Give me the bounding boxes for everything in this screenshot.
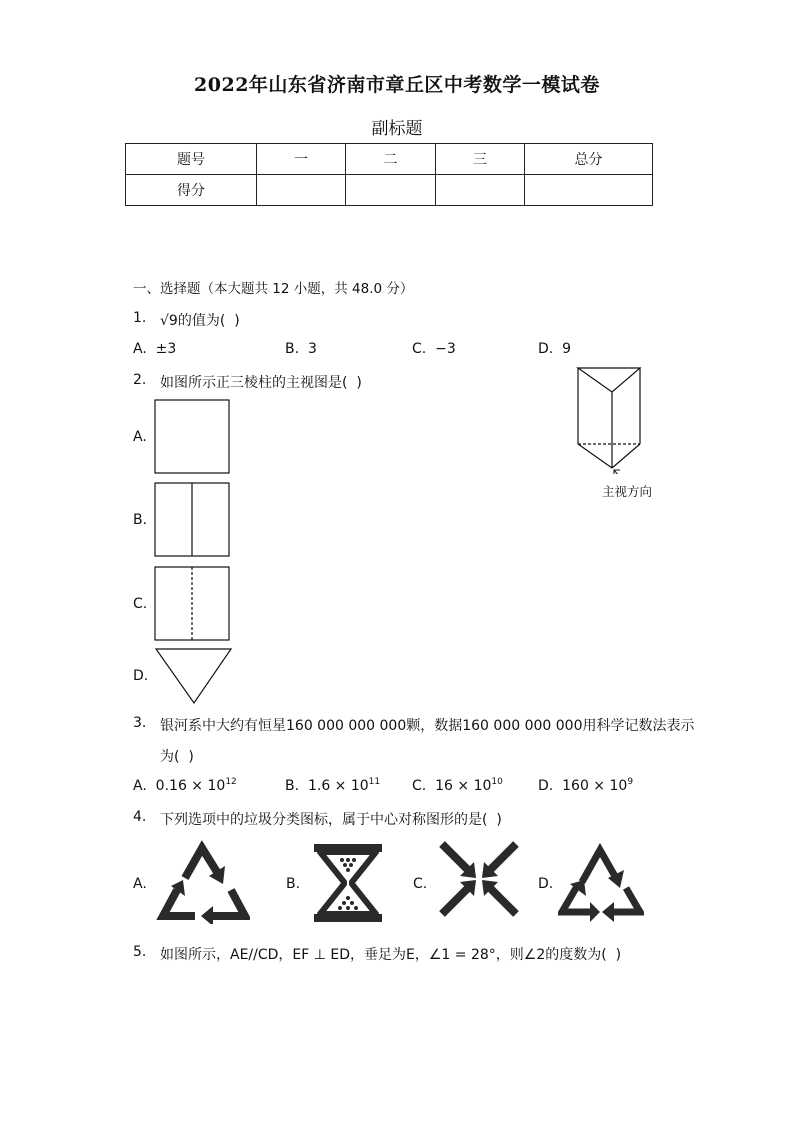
sqrt-radicand: 9: [168, 313, 178, 329]
table-cell: 一: [257, 144, 346, 175]
question-number: 4.: [133, 809, 147, 825]
table-cell: 得分: [126, 175, 257, 206]
page-subtitle: 副标题: [371, 119, 423, 139]
option-d: D. 9: [538, 341, 572, 357]
option-a-square-figure: [154, 399, 232, 475]
table-cell: [346, 175, 436, 206]
option-b: B. 3: [285, 341, 317, 357]
option-b-text: B. 1.6 × 10: [285, 778, 369, 794]
option-a: A.: [133, 429, 147, 445]
section-heading: 一、选择题（本大题共 12 小题，共 48.0 分）: [133, 281, 414, 297]
option-c: C.: [133, 596, 148, 612]
option-a-exponent: 12: [225, 777, 237, 787]
option-b: [285, 777, 380, 794]
table-row: [126, 144, 653, 175]
question-stem-line2: 为( ): [160, 749, 194, 765]
table-cell: 题号: [126, 144, 257, 175]
option-d: [538, 777, 633, 794]
question-stem: 如图所示，AE//CD，EF ⊥ ED，垂足为E，∠1 = 28°，则∠2的度数为( ): [160, 947, 622, 963]
table-cell: [257, 175, 346, 206]
option-b: B.: [286, 876, 301, 892]
table-cell: 总分: [525, 144, 653, 175]
option-a: [133, 777, 237, 794]
sqrt-sign: √: [160, 313, 169, 329]
question-stem-line1: 银河系中大约有恒星160 000 000 000颗，数据160 000 000 000用科学记数法表示: [160, 718, 695, 734]
score-table: [125, 143, 653, 206]
table-cell: 二: [346, 144, 436, 175]
view-arrow-icon: [614, 470, 624, 474]
question-stem: 下列选项中的垃圾分类图标，属于中心对称图形的是( ): [160, 812, 502, 828]
option-c-dashed-rectangle-figure: [154, 566, 232, 642]
option-d: D.: [133, 668, 149, 684]
question-number: 5.: [133, 944, 147, 960]
option-c-text: C. 16 × 10: [412, 778, 492, 794]
option-a: A.: [133, 876, 147, 892]
recycle-triangle-icon: [155, 840, 250, 924]
table-cell: [436, 175, 525, 206]
recycle-triangle-outline-icon: [558, 840, 644, 924]
inward-arrows-icon: [438, 840, 520, 918]
option-d-triangle-figure: [154, 647, 234, 705]
table-cell: [525, 175, 653, 206]
table-row: [126, 175, 653, 206]
option-a-text: A. 0.16 × 10: [133, 778, 226, 794]
question-number: 3.: [133, 715, 147, 731]
question-stem: 如图所示正三棱柱的主视图是( ): [160, 375, 362, 391]
triangular-prism-figure: [570, 362, 670, 474]
option-a: A. ±3: [133, 341, 177, 357]
option-d: D.: [538, 876, 554, 892]
hourglass-icon: [312, 842, 384, 924]
view-direction-caption: 主视方向: [602, 484, 653, 499]
option-d-exponent: 9: [627, 777, 634, 787]
option-b: B.: [133, 512, 148, 528]
option-c: [412, 777, 503, 794]
option-b-split-rectangle-figure: [154, 482, 232, 558]
option-c: C. −3: [412, 341, 456, 357]
table-cell: 三: [436, 144, 525, 175]
option-d-text: D. 160 × 10: [538, 778, 628, 794]
question-number: 2.: [133, 372, 147, 388]
prism-top-face: [578, 368, 640, 392]
question-stem: [160, 310, 240, 330]
question-number: 1.: [133, 310, 147, 326]
page-title: 2022年山东省济南市章丘区中考数学一模试卷: [194, 74, 600, 96]
option-c: C.: [413, 876, 428, 892]
question-stem-text: 的值为( ): [177, 313, 240, 329]
option-c-exponent: 10: [491, 777, 503, 787]
option-b-exponent: 11: [368, 777, 381, 787]
